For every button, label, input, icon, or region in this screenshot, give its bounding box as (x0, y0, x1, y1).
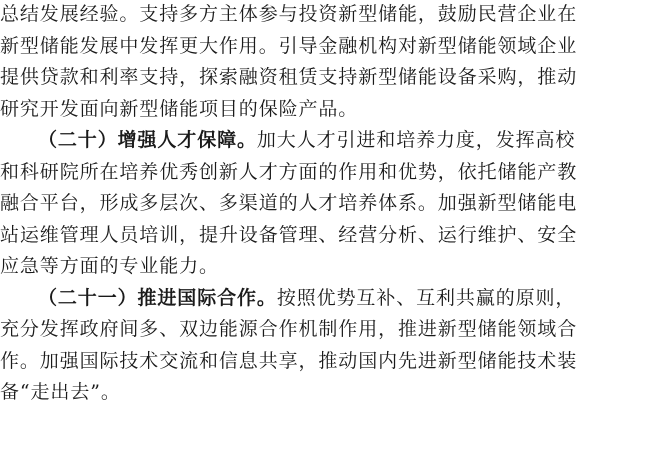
paragraph-3-line-1 (38, 286, 660, 310)
paragraph-2-line-5: 应急等方面的专业能力。 (0, 255, 219, 277)
paragraph-3-line-1-text: 按照优势互补、互利共赢的原则， (276, 286, 576, 309)
paragraph-2-line-4: 站运维管理人员培训，提升设备管理、经营分析、运行维护、安全 (0, 223, 578, 246)
paragraph-1-line-2: 新型储能发展中发挥更大作用。引导金融机构对新型储能领域企业 (0, 34, 578, 57)
paragraph-2-line-1 (38, 128, 660, 152)
paragraph-2-line-1-text: 加大人才引进和培养力度，发挥高校 (256, 129, 576, 151)
paragraph-1-line-1: 总结发展经验。支持多方主体参与投资新型储能，鼓励民营企业在 (0, 3, 578, 25)
paragraph-3-line-3: 作。加强国际技术交流和信息共享，推动国内先进新型储能技术装 (0, 349, 578, 372)
paragraph-2-line-3: 融合平台，形成多层次、多渠道的人才培养体系。加强新型储能电 (0, 192, 578, 214)
section-heading-international: （二十一）推进国际合作。 (38, 286, 277, 309)
paragraph-3-line-4: 备“走出去”。 (0, 381, 121, 403)
section-heading-talent: （二十）增强人才保障。 (38, 129, 257, 151)
paragraph-2-line-2: 和科研院所在培养优秀创新人才方面的作用和优势，依托储能产教 (0, 160, 578, 183)
paragraph-1-line-3: 提供贷款和利率支持，探索融资租赁支持新型储能设备采购，推动 (0, 66, 578, 88)
paragraph-3-line-2: 充分发挥政府间多、双边能源合作机制作用，推进新型储能领域合 (0, 318, 578, 340)
paragraph-1-line-4: 研究开发面向新型储能项目的保险产品。 (0, 97, 359, 120)
